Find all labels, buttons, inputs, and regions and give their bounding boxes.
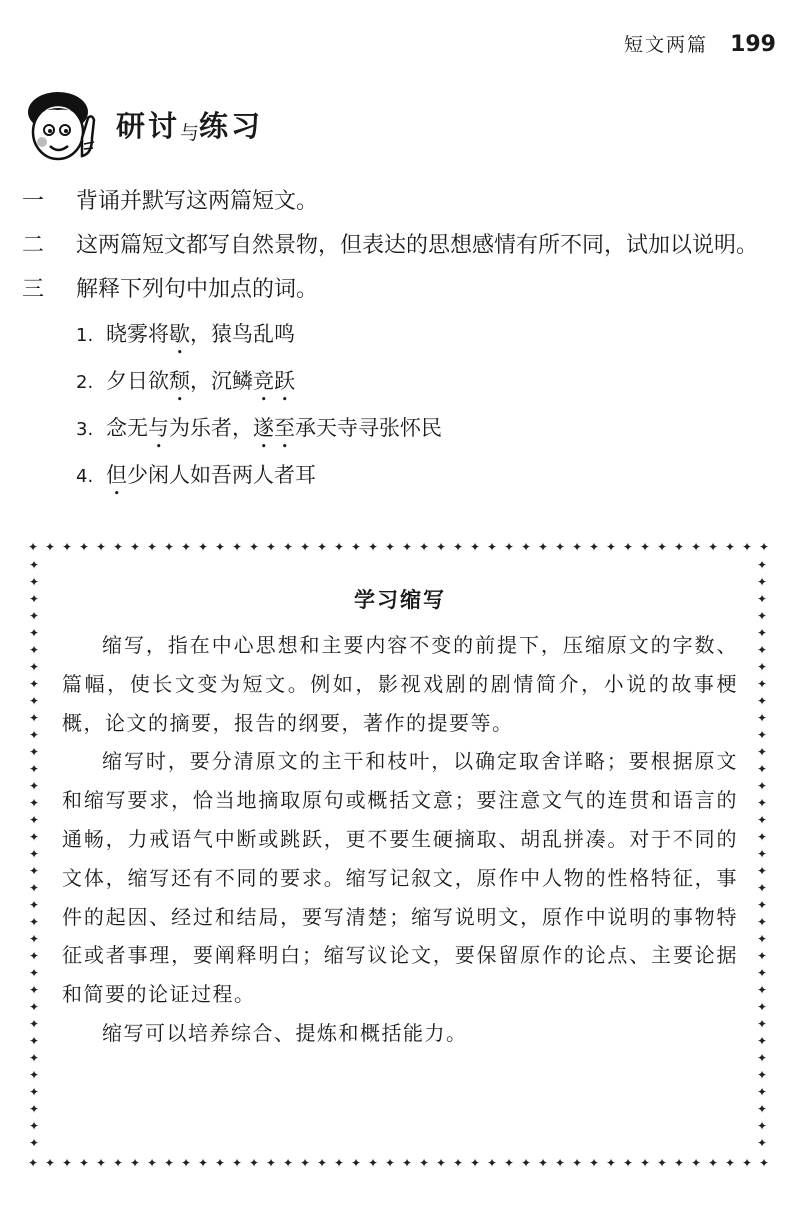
exercise-3 <box>22 268 792 312</box>
page-number: 199 <box>730 32 776 57</box>
running-header <box>624 30 776 57</box>
exercise-number: 三 <box>22 277 45 302</box>
paragraph: 缩写，指在中心思想和主要内容不变的前提下，压缩原文的字数、篇幅，使长文变为短文。例如，影视戏剧的剧情简介，小说的故事梗概，论文的摘要，报告的纲要，著作的提要等。 <box>62 633 738 735</box>
info-box <box>28 540 772 1168</box>
sub-item: 4. 但少闲人如吾两人者耳 <box>76 463 316 487</box>
exercise-text: 这两篇短文都写自然景物，但表达的思想感情有所不同，试加以说明。 <box>76 233 759 258</box>
paragraph: 缩写时，要分清原文的主干和枝叶，以确定取舍详略；要根据原文和缩写要求，恰当地摘取原句或概括文意；要注意文气的连贯和语言的通畅，力戒语气中断或跳跃，更不要生硬摘取、胡乱拼凑。对于不同的文体，缩写还有不同的要求。缩写记叙文，原作中人物的性格特征，事件的起因、经过和结局，要写清楚；缩写说明文，原作中说明的事物特征或者事理，要阐释明白；缩写议论文，要保留原作的论点、主要论据和简要的论证过程。 <box>62 749 738 1007</box>
exercise-text: 解释下列句中加点的词。 <box>76 277 319 302</box>
dotted-word: 颓 <box>169 369 190 393</box>
sub-item: 1. 晓雾将歇，猿鸟乱鸣 <box>76 322 295 346</box>
exercise-number: 二 <box>22 233 45 258</box>
sub-item: 3. 念无与为乐者，遂至承天寺寻张怀民 <box>76 416 442 440</box>
exercise-2 <box>22 224 792 268</box>
info-box-title: 学习缩写 <box>354 588 446 612</box>
dotted-word: 与 <box>148 416 169 440</box>
info-box-content <box>62 584 738 1053</box>
running-title: 短文两篇 <box>624 34 709 56</box>
dotted-word: 遂至 <box>253 416 295 440</box>
exercise-list <box>22 180 792 500</box>
exercise-text: 背诵并默写这两篇短文。 <box>76 189 319 214</box>
dotted-word: 但 <box>106 463 127 487</box>
student-mascot-icon <box>22 88 102 168</box>
dotted-word: 歇 <box>169 322 190 346</box>
paragraph: 缩写可以培养综合、提炼和概括能力。 <box>102 1020 468 1045</box>
exercise-1 <box>22 180 792 224</box>
section-title: 研讨与练习 <box>116 108 264 144</box>
exercise-number: 一 <box>22 189 45 214</box>
sub-item: 2. 夕日欲颓，沉鳞竞跃 <box>76 369 295 393</box>
section-heading <box>22 88 263 168</box>
dotted-word: 竞跃 <box>253 369 295 393</box>
